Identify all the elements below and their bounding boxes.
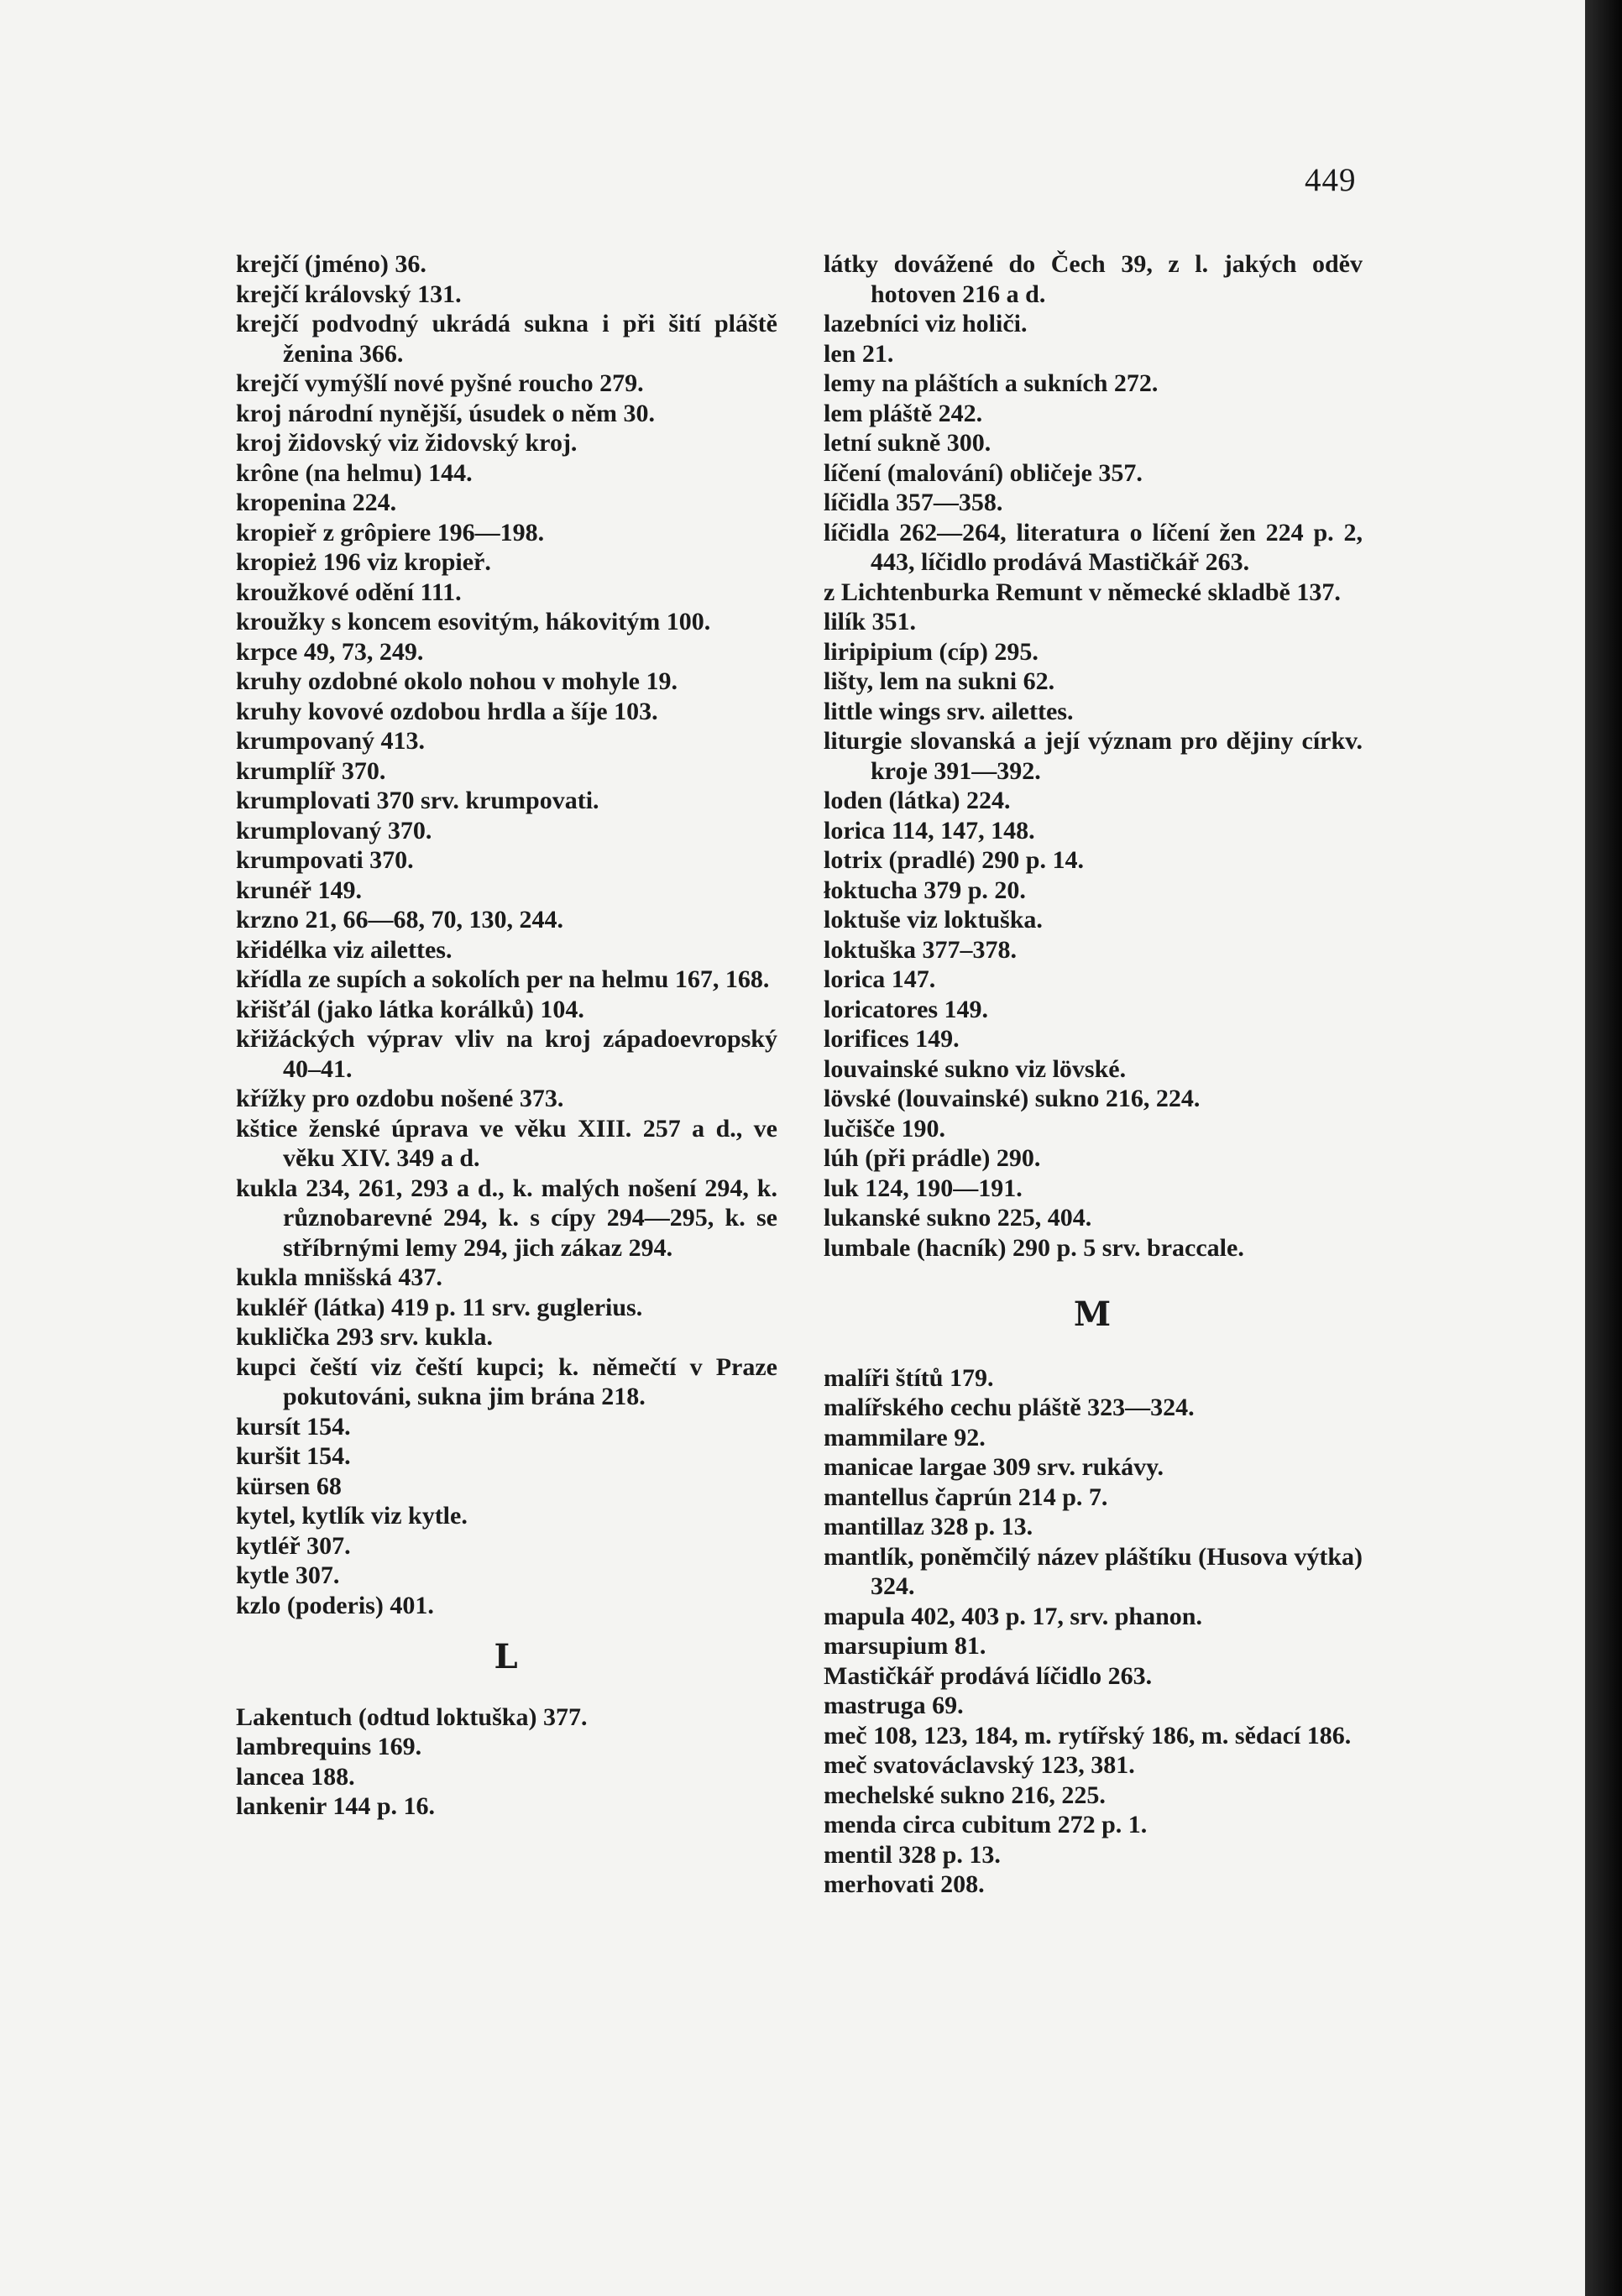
index-column-right — [824, 249, 1363, 1900]
index-entry: malířského cechu pláště 323—324. — [824, 1394, 1195, 1421]
index-entry: křišťál (jako látka korálků) 104. — [236, 995, 584, 1023]
index-entry: mantellus čaprún 214 p. 7. — [824, 1483, 1108, 1511]
index-entry: kroužky s koncem esovitým, hákovitým 100. — [236, 608, 711, 635]
index-entry: kukléř (látka) 419 p. 11 srv. guglerius. — [236, 1293, 643, 1321]
index-entry: krejčí královský 131. — [236, 280, 462, 308]
index-entry: krzno 21, 66—68, 70, 130, 244. — [236, 906, 563, 934]
index-entry: Mastičkář prodává líčidlo 263. — [824, 1661, 1153, 1690]
index-entry: křidélka viz ailettes. — [236, 935, 453, 964]
index-entry: kukla 234, 261, 293 a d., k. malých nošení 294, k. různobarevné 294, k. s cípy 294—295, k. se stříbrnými lemy 294, jich zákaz 294. — [236, 1174, 777, 1262]
index-entry: loricatores 149. — [824, 995, 989, 1023]
index-entry: meč svatováclavský 123, 381. — [824, 1751, 1135, 1779]
index-entry: lambrequins 169. — [236, 1733, 422, 1760]
index-entry: krpce 49, 73, 249. — [236, 637, 424, 666]
index-entry: látky dovážené do Čech 39, z l. jakých oděv hotoven 216 a d. — [824, 250, 1363, 308]
index-entry: lumbale (hacník) 290 p. 5 srv. braccale. — [824, 1233, 1244, 1262]
index-column-left — [236, 249, 777, 1822]
index-entry: kursít 154. — [236, 1412, 351, 1441]
index-entry: little wings srv. ailettes. — [824, 697, 1074, 725]
index-entry: luk 124, 190—191. — [824, 1174, 1023, 1202]
index-entry: kukla mnišská 437. — [236, 1263, 442, 1291]
index-entry: kytel, kytlík viz kytle. — [236, 1502, 468, 1530]
index-entry: loden (látka) 224. — [824, 787, 1011, 814]
index-entry: mammilare 92. — [824, 1423, 986, 1451]
index-entry: malíři štítů 179. — [824, 1363, 994, 1392]
index-entry: lukanské sukno 225, 404. — [824, 1204, 1092, 1232]
index-section-l-right — [824, 249, 1363, 1263]
index-entry: mantlík, poněmčilý název pláštíku (Husova výtka) 324. — [824, 1542, 1363, 1600]
index-entry: louvainské sukno viz lövské. — [824, 1054, 1127, 1083]
index-entry: líčidla 357—358. — [824, 489, 1003, 516]
index-section-l-left — [236, 1702, 777, 1822]
index-entry: krejčí (jméno) 36. — [236, 250, 426, 278]
index-entry: kropenina 224. — [236, 489, 397, 516]
index-entry: kropieř z grôpiere 196—198. — [236, 518, 545, 547]
index-entry: křídla ze supích a sokolích per na helmu 167, 168. — [236, 965, 770, 993]
index-entry: lazebníci viz holiči. — [824, 310, 1028, 337]
index-entry: kroužkové odění 111. — [236, 578, 462, 606]
index-entry: mechelské sukno 216, 225. — [824, 1781, 1106, 1809]
index-entry: kštice ženské úprava ve věku XIII. 257 a d., ve věku XIV. 349 a d. — [236, 1114, 777, 1172]
index-entry: mentil 328 p. 13. — [824, 1840, 1001, 1869]
index-entry: łoktucha 379 p. 20. — [824, 876, 1026, 904]
index-entry: loktuška 377–378. — [824, 935, 1018, 964]
index-entry: mapula 402, 403 p. 17, srv. phanon. — [824, 1602, 1202, 1630]
index-entry: kroj národní nynější, úsudek o něm 30. — [236, 399, 656, 427]
index-entry: krumpovaný 413. — [236, 727, 426, 755]
letter-heading-l: L — [494, 1637, 520, 1676]
index-entry: lučišče 190. — [824, 1114, 945, 1143]
index-entry: kytléř 307. — [236, 1531, 351, 1560]
index-entry: menda circa cubitum 272 p. 1. — [824, 1811, 1148, 1838]
index-entry: lorifices 149. — [824, 1025, 960, 1053]
index-entry: krunéř 149. — [236, 876, 362, 904]
index-entry: krône (na helmu) 144. — [236, 458, 473, 487]
index-entry: lem pláště 242. — [824, 399, 983, 427]
index-entry: kruhy kovové ozdobou hrdla a šíje 103. — [236, 697, 658, 725]
index-entry: kupci čeští viz čeští kupci; k. němečtí v Praze pokutováni, sukna jim brána 218. — [236, 1352, 777, 1410]
scan-edge-shadow — [1585, 0, 1622, 2296]
index-entry: marsupium 81. — [824, 1632, 986, 1660]
index-entry: lankenir 144 p. 16. — [236, 1792, 435, 1820]
index-section-k — [236, 249, 777, 1620]
index-entry: manicae largae 309 srv. rukávy. — [824, 1453, 1164, 1481]
index-entry: krumplovaný 370. — [236, 816, 432, 845]
index-entry: lotrix (pradlé) 290 p. 14. — [824, 846, 1084, 874]
index-entry: mastruga 69. — [824, 1692, 964, 1719]
index-entry: lorica 147. — [824, 965, 936, 993]
index-entry: lövské (louvainské) sukno 216, 224. — [824, 1085, 1201, 1112]
index-entry: kuklička 293 srv. kukla. — [236, 1323, 493, 1351]
index-entry: z Lichtenburka Remunt v německé skladbě 137. — [824, 578, 1341, 606]
index-entry: kytle 307. — [236, 1561, 340, 1589]
index-entry: lúh (při prádle) 290. — [824, 1144, 1041, 1172]
index-entry: kroj židovský viz židovský kroj. — [236, 429, 578, 457]
index-entry: lilík 351. — [824, 608, 917, 635]
index-entry: liturgie slovanská a její význam pro dějiny církv. kroje 391—392. — [824, 727, 1363, 785]
index-entry: kürsen 68 — [236, 1472, 342, 1500]
index-entry: liripipium (cíp) 295. — [824, 637, 1039, 666]
index-entry: kzlo (poderis) 401. — [236, 1591, 434, 1619]
index-entry: len 21. — [824, 339, 894, 368]
index-entry: lemy na pláštích a sukních 272. — [824, 369, 1159, 397]
index-entry: meč 108, 123, 184, m. rytířský 186, m. sědací 186. — [824, 1721, 1352, 1749]
letter-heading-m: M — [1073, 1294, 1113, 1334]
index-entry: krumpovati 370. — [236, 846, 414, 874]
index-entry: krejčí vymýšlí nové pyšné roucho 279. — [236, 369, 644, 397]
index-entry: mantillaz 328 p. 13. — [824, 1513, 1033, 1540]
index-entry: lancea 188. — [236, 1762, 355, 1791]
index-entry: křížky pro ozdobu nošené 373. — [236, 1085, 564, 1112]
index-entry: letní sukně 300. — [824, 429, 992, 457]
index-entry: krumplovati 370 srv. krumpovati. — [236, 787, 599, 814]
page-number: 449 — [1305, 162, 1357, 198]
index-entry: krejčí podvodný ukrádá sukna i při šití pláště ženina 366. — [236, 310, 777, 368]
index-entry: kruhy ozdobné okolo nohou v mohyle 19. — [236, 667, 678, 695]
index-entry: kuršit 154. — [236, 1442, 351, 1470]
index-entry: Lakentuch (odtud loktuška) 377. — [236, 1702, 588, 1731]
index-entry: loktuše viz loktuška. — [824, 906, 1043, 934]
index-section-m — [824, 1363, 1363, 1900]
index-entry: líčidla 262—264, literatura o líčení žen 224 p. 2, 443, líčidlo prodává Mastičkář 263. — [824, 518, 1363, 576]
index-entry: křižáckých výprav vliv na kroj západoevropský 40–41. — [236, 1025, 777, 1083]
index-entry: lorica 114, 147, 148. — [824, 816, 1035, 845]
index-entry: kropież 196 viz kropieř. — [236, 548, 491, 576]
index-entry: líčení (malování) obličeje 357. — [824, 458, 1143, 487]
index-entry: krumplíř 370. — [236, 756, 386, 785]
index-entry: merhovati 208. — [824, 1870, 985, 1898]
index-entry: lišty, lem na sukni 62. — [824, 667, 1055, 695]
